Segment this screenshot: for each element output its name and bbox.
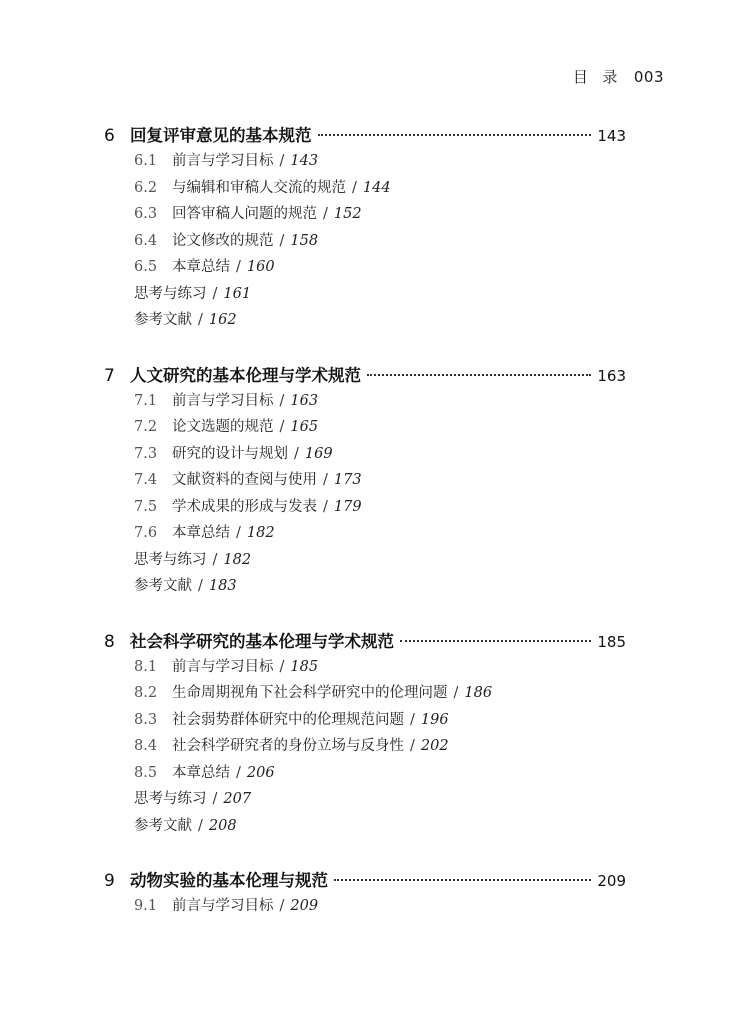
- section-number: 7.2: [134, 419, 158, 435]
- section-entry[interactable]: [104, 707, 626, 734]
- running-header: [573, 66, 664, 87]
- section-number: 9.1: [134, 898, 158, 914]
- section-page-number: 196: [420, 711, 449, 728]
- chapter-title: 人文研究的基本伦理与学术规范: [130, 365, 361, 385]
- slash-separator: /: [212, 791, 218, 807]
- chapter-page-number: 185: [597, 632, 626, 651]
- section-number: 8.4: [134, 738, 158, 754]
- section-page-number: 163: [290, 392, 319, 409]
- chapter-number: 7: [104, 365, 115, 386]
- section-page-number: 179: [333, 498, 362, 515]
- chapter-block: [104, 867, 626, 920]
- chapter-number: 6: [104, 126, 115, 146]
- slash-separator: /: [453, 685, 459, 701]
- section-page-number: 202: [420, 738, 449, 754]
- section-entry[interactable]: [104, 254, 626, 281]
- section-number: 7.1: [134, 392, 158, 409]
- section-page-number: 209: [290, 898, 319, 914]
- section-page-number: 143: [290, 153, 319, 169]
- slash-separator: /: [352, 179, 357, 196]
- section-title: 文献资料的查阅与使用: [172, 472, 317, 488]
- section-page-number: 186: [464, 685, 493, 701]
- section-page-number: 144: [362, 179, 391, 196]
- chapter-title: 社会科学研究的基本伦理与学术规范: [130, 631, 394, 651]
- chapter-block: [104, 122, 626, 334]
- section-number: 8.1: [134, 658, 158, 675]
- section-title: 前言与学习目标: [172, 658, 274, 675]
- chapter-title: 回复评审意见的基本规范: [130, 126, 312, 145]
- dot-leader: [334, 879, 591, 881]
- section-title: 论文选题的规范: [172, 419, 274, 435]
- section-page-number: 169: [304, 445, 333, 462]
- slash-separator: /: [279, 658, 285, 675]
- section-number: 6.1: [134, 153, 158, 169]
- section-page-number: 161: [223, 285, 252, 302]
- chapter-number: 8: [104, 631, 115, 652]
- slash-separator: /: [294, 445, 299, 462]
- section-title: 本章总结: [172, 525, 230, 541]
- section-number: 7.4: [134, 472, 158, 488]
- section-title: 回答审稿人问题的规范: [172, 206, 317, 222]
- section-title: 前言与学习目标: [172, 153, 274, 169]
- section-title: 学术成果的形成与发表: [172, 498, 317, 515]
- section-entry[interactable]: [104, 573, 626, 600]
- slash-separator: /: [323, 206, 328, 222]
- slash-separator: /: [236, 525, 241, 541]
- slash-separator: /: [279, 898, 285, 914]
- section-entry[interactable]: [104, 201, 626, 228]
- section-entry[interactable]: [104, 414, 626, 441]
- section-title: 生命周期视角下社会科学研究中的伦理问题: [172, 685, 448, 701]
- section-number: 6.3: [134, 206, 158, 222]
- section-number: 7.5: [134, 498, 158, 515]
- header-page-number: 003: [633, 68, 664, 86]
- section-title: 本章总结: [172, 259, 230, 275]
- table-of-contents: [104, 122, 626, 948]
- section-page-number: 183: [208, 578, 237, 594]
- section-number: 8.3: [134, 711, 158, 728]
- chapter-block: [104, 628, 626, 840]
- section-page-number: 206: [246, 764, 275, 781]
- section-title: 参考文献: [134, 312, 192, 328]
- header-word-2: 录: [602, 68, 618, 86]
- slash-separator: /: [198, 817, 203, 834]
- section-title: 前言与学习目标: [172, 392, 274, 409]
- section-number: 8.2: [134, 685, 158, 701]
- dot-leader: [400, 640, 591, 642]
- section-title: 思考与练习: [134, 551, 207, 568]
- section-page-number: 158: [290, 232, 319, 249]
- section-entry[interactable]: [104, 654, 626, 681]
- slash-separator: /: [279, 153, 285, 169]
- section-entry[interactable]: [104, 813, 626, 840]
- chapter-page-number: 209: [597, 872, 626, 890]
- chapter-page-number: 143: [597, 127, 626, 145]
- slash-separator: /: [323, 472, 328, 488]
- section-page-number: 182: [223, 551, 252, 568]
- section-title: 社会弱势群体研究中的伦理规范问题: [172, 711, 404, 728]
- section-number: 7.3: [134, 445, 158, 462]
- section-title: 参考文献: [134, 578, 192, 594]
- section-page-number: 165: [290, 419, 319, 435]
- section-title: 思考与练习: [134, 285, 207, 302]
- section-page-number: 152: [333, 206, 362, 222]
- chapter-heading[interactable]: [104, 628, 626, 654]
- section-entry[interactable]: [104, 520, 626, 547]
- slash-separator: /: [236, 259, 241, 275]
- section-title: 参考文献: [134, 817, 192, 834]
- chapter-title: 动物实验的基本伦理与规范: [130, 871, 328, 890]
- section-title: 本章总结: [172, 764, 230, 781]
- section-title: 论文修改的规范: [172, 232, 274, 249]
- section-entry[interactable]: [104, 494, 626, 521]
- slash-separator: /: [279, 232, 285, 249]
- section-number: 6.4: [134, 232, 158, 249]
- section-entry[interactable]: [104, 175, 626, 202]
- chapter-number: 9: [104, 871, 115, 891]
- section-number: 8.5: [134, 764, 158, 781]
- section-page-number: 160: [246, 259, 275, 275]
- section-page-number: 182: [246, 525, 275, 541]
- section-number: 7.6: [134, 525, 158, 541]
- slash-separator: /: [323, 498, 328, 515]
- section-entry[interactable]: [104, 388, 626, 415]
- section-title: 前言与学习目标: [172, 898, 274, 914]
- section-entry[interactable]: [104, 467, 626, 494]
- slash-separator: /: [198, 578, 203, 594]
- section-title: 思考与练习: [134, 791, 207, 807]
- section-entry[interactable]: [104, 680, 626, 707]
- slash-separator: /: [212, 551, 218, 568]
- slash-separator: /: [279, 392, 285, 409]
- section-title: 与编辑和审稿人交流的规范: [172, 179, 346, 196]
- chapter-block: [104, 362, 626, 600]
- section-entry[interactable]: [104, 786, 626, 813]
- section-entry[interactable]: [104, 281, 626, 308]
- section-entry[interactable]: [104, 307, 626, 334]
- section-title: 研究的设计与规划: [172, 445, 288, 462]
- section-entry[interactable]: [104, 148, 626, 175]
- section-entry[interactable]: [104, 547, 626, 574]
- section-entry[interactable]: [104, 733, 626, 760]
- section-page-number: 162: [208, 312, 237, 328]
- dot-leader: [367, 374, 591, 376]
- section-page-number: 185: [290, 658, 319, 675]
- slash-separator: /: [410, 711, 415, 728]
- chapter-heading[interactable]: [104, 867, 626, 893]
- section-number: 6.5: [134, 259, 158, 275]
- section-page-number: 173: [333, 472, 362, 488]
- slash-separator: /: [198, 312, 203, 328]
- chapter-page-number: 163: [597, 366, 626, 385]
- section-entry[interactable]: [104, 760, 626, 787]
- section-entry[interactable]: [104, 893, 626, 920]
- slash-separator: /: [410, 738, 415, 754]
- header-word-1: 目: [572, 68, 589, 86]
- section-page-number: 207: [223, 791, 252, 807]
- dot-leader: [318, 134, 592, 136]
- section-title: 社会科学研究者的身份立场与反身性: [172, 738, 404, 754]
- chapter-heading[interactable]: [104, 362, 626, 388]
- slash-separator: /: [279, 419, 285, 435]
- chapter-heading[interactable]: [104, 122, 626, 148]
- section-number: 6.2: [134, 179, 158, 196]
- section-entry[interactable]: [104, 441, 626, 468]
- slash-separator: /: [212, 285, 218, 302]
- section-page-number: 208: [208, 817, 237, 834]
- slash-separator: /: [236, 764, 241, 781]
- section-entry[interactable]: [104, 228, 626, 255]
